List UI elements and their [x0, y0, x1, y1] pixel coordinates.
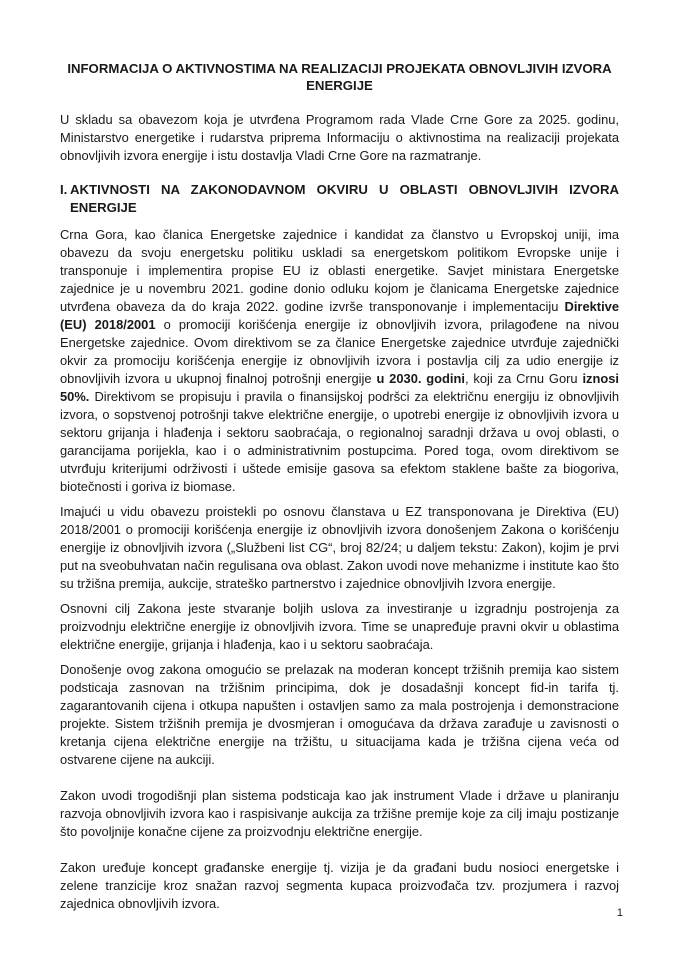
- paragraph-4: Donošenje ovog zakona omogućio se prelazak na moderan koncept tržišnih premija kao sistem podsticaja zasnovan na tržišnim principima, dok je dosadašnji koncept fid-in tarifa tj. zagarantovanih cijena i otkupa napušten i ostavljen samo za mala postrojenja i demonstracione projekte. Sistem tržišnih premija je dvosmjeran i omogućava da država zarađuje u zavisnosti o kretanja cijena električne energije na tržištu, u situacijama kada je tržišna cijena veća od ostvarene cijene na aukciji.: [60, 662, 619, 767]
- directive-reference: Direktive (EU) 2018/2001: [60, 299, 619, 332]
- paragraph-1-text-e: , koji za Crnu Goru: [464, 371, 583, 386]
- target-year: u 2030. godini: [376, 371, 465, 386]
- paragraph-2: Imajući u vidu obavezu proistekli po osnovu članstava u EZ transponovana je Direktiva (EU) 2018/2001 o promociji korišćenja energije iz obnovljivih izvora donošenjem Zakona o korišćenju energije iz obnovljivih izvora („Službeni list CG“, broj 82/24; u daljem tekstu: Zakon), kojim je prvi put na sveobuhvatan način regulisana ova oblast. Zakon uvodi nove mehanizme i institute kao što su tržišna premija, aukcije, strateško partnerstvo i zajednice obnovljivih Izvora energije.: [60, 504, 619, 591]
- section-number: I.: [60, 182, 68, 197]
- paragraph-1-text-g: Direktivom se propisuju i pravila o finansijskoj podršci za električnu energiju iz obnovljivih izvora, o sopstvenoj potrošnji takve električne energije, o upotrebi energije iz obnovljivih izvora u sektoru grijanja i hlađenja i sektoru saobraćaja, o regionalnoj saradnji država u ovoj oblasti, o garancijama porijekla, kao i o administrativnim postupcima. Pored toga, ovom direktivom se utvrđuju kriterijumi održivosti i uštede emisije gasova sa efektom staklene bašte za biogoriva, biotečnosti i goriva iz biomase.: [60, 389, 619, 494]
- paragraph-1: [60, 226, 619, 496]
- paragraph-3: Osnovni cilj Zakona jeste stvaranje boljih uslova za investiranje u izgradnju postrojenja za proizvodnju električne energije iz obnovljivih izvora. Time se unapređuje pravni okvir u oblastima električne energije, grijanja i hlađenja, kao i u sektoru saobraćaja.: [60, 601, 619, 652]
- document-title: INFORMACIJA O AKTIVNOSTIMA NA REALIZACIJI PROJEKATA OBNOVLJIVIH IZVORA ENERGIJE: [67, 61, 612, 93]
- paragraph-6: Zakon uređuje koncept građanske energije tj. vizija je da građani budu nosioci energetske i zelene tranzicije kroz snažan razvoj segmenta kupaca proizvođača tzv. prozjumera i razvoj zajednica obnovljivih izvora.: [60, 860, 619, 911]
- paragraph-1-text-c: o promociji korišćenja energije iz obnovljivih izvora, prilagođene na nivou Energetske zajednice. Ovom direktivom se za članice Energetske zajednice utvrđuje zajednički okvir za promociju korišćenja energije iz obnovljivih izvora i postavlja cilj za udio energije iz obnovljivih izvora u ukupnoj finalnoj potrošnji energije: [60, 317, 619, 386]
- page-number: 1: [616, 907, 623, 919]
- section-title: AKTIVNOSTI NA ZAKONODAVNOM OKVIRU U OBLASTI OBNOVLJIVIH IZVORA ENERGIJE: [70, 182, 619, 215]
- target-share: iznosi 50%.: [60, 371, 619, 404]
- paragraph-5: Zakon uvodi trogodišnji plan sistema podsticaja kao jak instrument Vlade i države u planiranju razvoja obnovljivih izvora kao i raspisivanje aukcija za tržišne premije koje za cilj imaju postizanje što povoljnije konačne cijene za proizvodnju električne energije.: [60, 788, 619, 839]
- section-heading: [60, 181, 619, 217]
- intro-paragraph: U skladu sa obavezom koja je utvrđena Programom rada Vlade Crne Gore za 2025. godinu, Ministarstvo energetike i rudarstva priprema Informaciju o aktivnostima na realizaciji projekata obnovljivih izvora energije i istu dostavlja Vladi Crne Gore na razmatranje.: [60, 112, 619, 163]
- paragraph-1-text-a: Crna Gora, kao članica Energetske zajednice i kandidat za članstvo u Evropskoj uniji, ima obavezu da svoju energetsku politiku uskladi sa energetskom politikom Evropske unije i transponuje i implementira propise EU iz oblasti energetike. Savjet ministara Energetske zajednice je u novembru 2021. godine donio odluku kojom je članicama Energetske zajednice utvrđena obaveza da do kraja 2022. godine izvrše transponovanje i implementaciju: [60, 227, 619, 314]
- section-body: [60, 226, 619, 920]
